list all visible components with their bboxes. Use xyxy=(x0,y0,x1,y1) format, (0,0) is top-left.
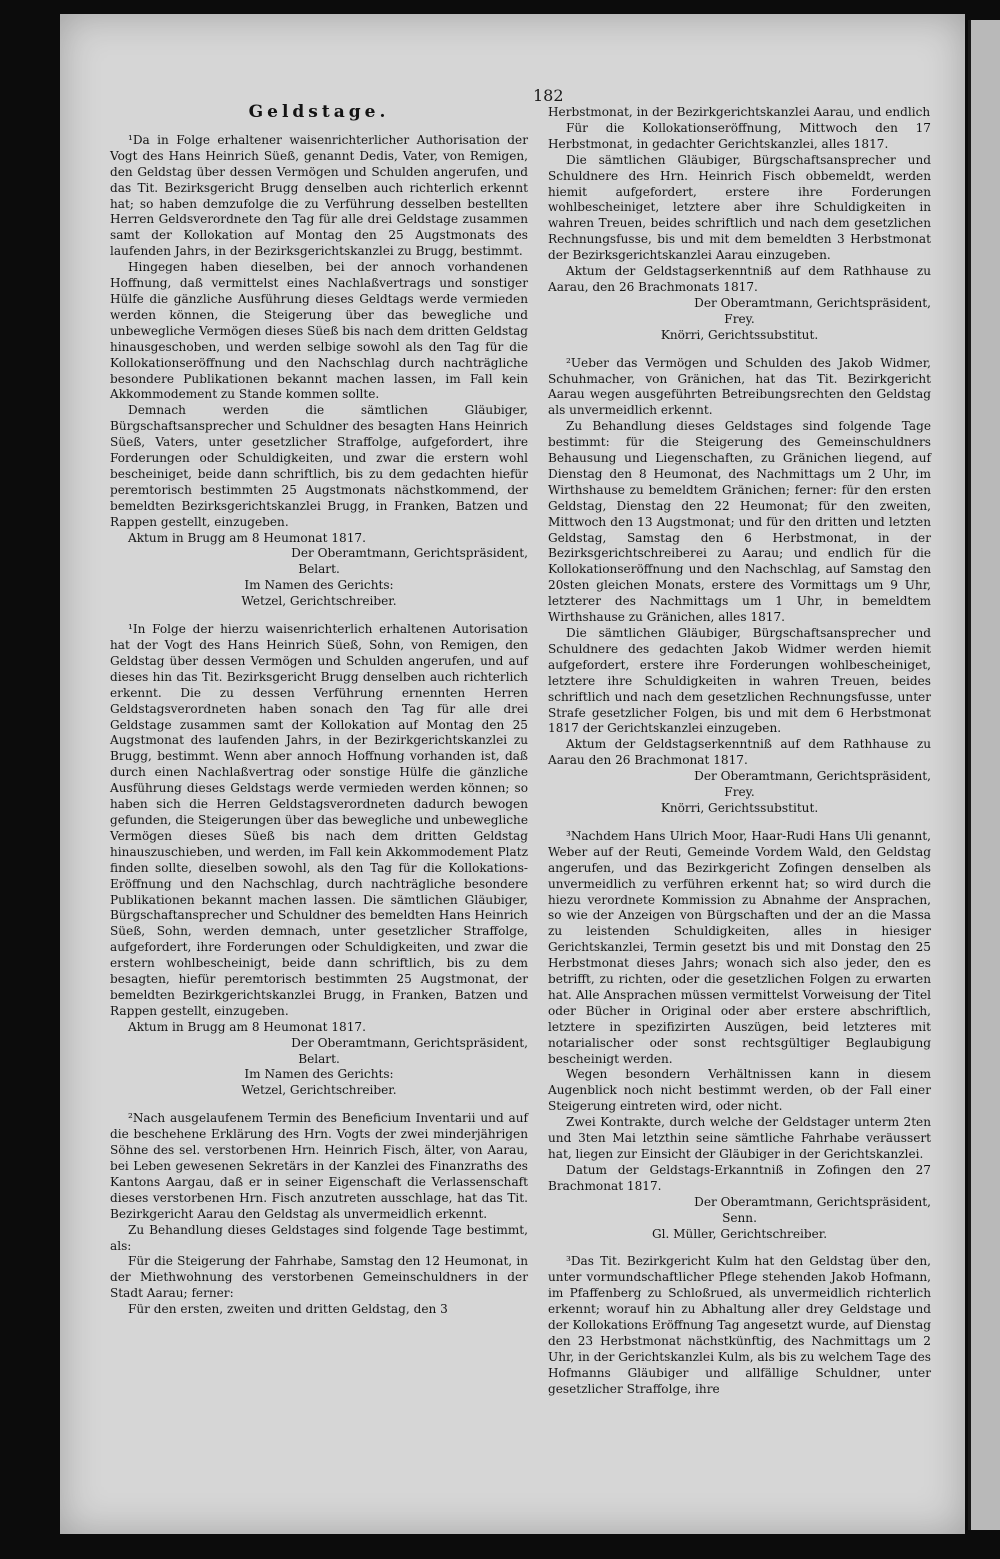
paragraph: ²Ueber das Vermögen und Schulden des Jakob Widmer, Schuhmacher, von Gränichen, hat das Tit. Bezirkgericht Aarau wegen ausgeführten Betreibungsrechten den Geldstag als unvermeidlich erkennt. xyxy=(548,355,931,418)
signature-title: Der Oberamtmann, Gerichtspräsident, xyxy=(694,1194,931,1209)
paragraph: Hingegen haben dieselben, bei der annoch vorhandenen Hoffnung, daß vermittelst eines Nachlaßvertrags und sonstiger Hülfe die gänzliche Ausführung dieses Geldtags werde vermieden werden können, die Steigerung über das bewegliche und unbewegliche Vermögen dieses Süeß bis nach dem dritten Geldstag hinausgeschoben, und werden selbige sowohl als den Tag für die Kollokationseröffnung und den Nachschlag durch nachträgliche besondere Publikationen bekannt machen lassen, im Fall kein Akkommodement zu Stande kommen sollte. xyxy=(110,260,528,402)
signature-name: Knörri, Gerichtssubstitut. xyxy=(660,800,819,815)
paragraph: Aktum der Geldstagserkenntniß auf dem Rathhause zu Aarau, den 26 Brachmonats 1817. xyxy=(548,264,931,294)
paragraph: Zu Behandlung dieses Geldstages sind folgende Tage bestimmt: für die Steigerung des Gemeinschuldners Behausung und Liegenschaften, zu Gränichen liegend, auf Dienstag den 8 Heumonat, des Nachmittags um 2 Uhr, im Wirthshause zu bemeldtem Gränichen; ferner: für den ersten Geldstag, Dienstag den 22 Heumonat; für den zweiten, Mittwoch den 13 Augstmonat; und für den dritten und letzten Geldstag, Samstag den 6 Herbstmonat, in der Bezirksgerichtschreiberei zu Aarau; und endlich für die Kollokationseröffnung und den Nachschlag, auf Samstag den 20sten gleichen Monats, erstere des Vormittags um 9 Uhr, letzterer des Nachmittags um 1 Uhr, in bemeldtem Wirthshause zu Gränichen, alles 1817. xyxy=(548,419,931,625)
paragraph: ²Nach ausgelaufenem Termin des Beneficium Inventarii und auf die beschehene Erklärung des Hrn. Vogts der zwei minderjährigen Söhne des sel. verstorbenen Hrn. Heinrich Fisch, älter, von Aarau, bei Leben gewesenen Sekretärs in der Kanzlei des Finanzraths des Kantons Aargau, daß er in seiner Eigenschaft die Verlassenschaft dieses verstorbenen Hrn. Fisch anzutreten ausschlage, hat das Tit. Bezirkgericht Aarau den Geldstag als unvermeidlich erkennt. xyxy=(110,1111,528,1221)
signature-title: Der Oberamtmann, Gerichtspräsident, xyxy=(694,295,931,310)
paragraph: Für den ersten, zweiten und dritten Geldstag, den 3 xyxy=(128,1302,448,1317)
left-column xyxy=(110,102,529,1318)
paragraph: Datum der Geldstags-Erkanntniß in Zofingen den 27 Brachmonat 1817. xyxy=(548,1162,931,1193)
paragraph: Aktum der Geldstagserkenntniß auf dem Rathhause zu Aarau den 26 Brachmonat 1817. xyxy=(548,737,931,768)
signature-name: Wetzel, Gerichtschreiber. xyxy=(241,594,397,609)
signature-title: Der Oberamtmann, Gerichtspräsident, xyxy=(694,769,931,784)
paragraph: Die sämtlichen Gläubiger, Bürgschaftsansprecher und Schuldnere des Hrn. Heinrich Fisch obbemeldt, werden hiemit aufgefordert, erstere ihre Forderungen wohlbescheiniget, letztere aber ihre Schuldigkeiten in wahren Treuen, beides schriftlich und nach dem gesetzlichen Rechnungsfusse, bis und mit dem bemeldten 3 Herbstmonat der Bezirksgerichtskanzlei Aarau einzugeben. xyxy=(548,152,931,263)
page-number: 182 xyxy=(533,86,564,105)
signature-name: Frey. xyxy=(724,311,755,326)
notice-suess-vater xyxy=(110,133,528,610)
paragraph: ³Das Tit. Bezirkgericht Kulm hat den Geldstag über den, unter vormundschaftlicher Pflege stehenden Jakob Hofmann, im Pfaffenberg zu Schloßrued, als unvermeidlich richterlich erkennt; worauf hin zu Abhaltung aller drey Geldstage und der Kollokations Eröffnung Tag angesetzt wurde, auf Dienstag den 23 Herbstmonat nächstkünftig, des Nachmittags um 2 Uhr, in der Gerichtskanzlei Kulm, als bis zu welchem Tage des Hofmanns Gläubiger und allfällige Schuldner, unter gesetzlicher Straffolge, ihre xyxy=(548,1254,931,1396)
paragraph: Zu Behandlung dieses Geldstages sind folgende Tage bestimmt, als: xyxy=(110,1222,528,1253)
section-heading: Geldstage. xyxy=(248,102,390,122)
adjacent-page-edge xyxy=(968,20,1000,1530)
paragraph: Die sämtlichen Gläubiger, Bürgschaftsansprecher und Schuldnere des gedachten Jakob Widmer werden hiemit aufgefordert, erstere ihre Forderungen wohlbescheiniget, letztere ihre Schuldigkeiten in wahren Treuen, beides schriftlich und nach dem gesetzlichen Rechnungsfusse, unter Strafe gesetzlicher Folgen, bis und mit dem 6 Herbstmonat 1817 der Gerichtskanzlei einzugeben. xyxy=(548,626,931,736)
notice-fisch xyxy=(110,1111,528,1318)
notice-widmer xyxy=(548,356,931,817)
signature-name: Senn. xyxy=(722,1210,757,1225)
paragraph: Wegen besondern Verhältnissen kann in diesem Augenblick noch nicht bestimmt werden, ob der Fall einer Steigerung eintreten wird, oder nicht. xyxy=(548,1067,931,1114)
notice-moor xyxy=(548,829,931,1243)
paragraph: Für die Steigerung der Fahrhabe, Samstag den 12 Heumonat, in der Miethwohnung des verstorbenen Gemeinschuldners in der Stadt Aarau; ferner: xyxy=(110,1254,528,1301)
signature-title: Im Namen des Gerichts: xyxy=(244,1067,394,1082)
date-line: Aktum in Brugg am 8 Heumonat 1817. xyxy=(128,1019,366,1034)
signature-name: Wetzel, Gerichtschreiber. xyxy=(241,1083,397,1098)
paragraph: ¹In Folge der hierzu waisenrichterlich erhaltenen Autorisation hat der Vogt des Hans Heinrich Süeß, Sohn, von Remigen, den Geldstag über dessen Vermögen und Schulden angerufen, und auf dieses hin das Tit. Bezirksgericht Brugg denselben auch richterlich erkennt. Die zu dessen Verführung ernennten Herren Geldstagsverordneten haben sonach den Tag für alle drei Geldstage zusammen samt der Kollokation auf Montag den 25 Augstmonat des laufenden Jahrs, in der Bezirkgerichtskanzlei zu Brugg, bestimmt. Wenn aber annoch Hoffnung vorhanden ist, daß durch einen Nachlaßvertrag oder sonstige Hülfe die gänzliche Ausführung dieses Geldstags werde vermieden werden können; so haben sich die Herren Geldstagsverordneten dadurch bewogen gefunden, die Steigerungen über das bewegliche und unbewegliche Vermögen dieses Süeß bis nach dem dritten Geldstag hinauszuschieben, und werden, im Fall kein Akkommodement Platz finden sollte, dieselben sowohl, als den Tag für die Kollokations-Eröffnung und den Nachschlag, durch nachträgliche besondere Publikationen bekannt machen lassen. Die sämtlichen Gläubiger, Bürgschaftansprecher und Schuldner des bemeldten Hans Heinrich Süeß, Sohn, werden demnach, unter gesetzlicher Straffolge, aufgefordert, ihre Forderungen oder Schuldigkeiten, und zwar die erstern wohlbescheinigt, beide dann schriftlich, bis zu dem besagten, hiefür peremtorisch bestimmten 25 Augstmonat, der bemeldten Bezirkgerichtskanzlei Brugg, in Franken, Batzen und Rappen gestellt, einzugeben. xyxy=(110,622,529,1018)
date-line: Aktum in Brugg am 8 Heumonat 1817. xyxy=(128,530,366,545)
paragraph: Für die Kollokationseröffnung, Mittwoch den 17 Herbstmonat, in gedachter Gerichtskanzlei, alles 1817. xyxy=(548,120,931,151)
notice-fisch-continued xyxy=(548,105,931,344)
signature-name: Frey. xyxy=(724,785,755,800)
notice-suess-sohn xyxy=(110,622,528,1099)
signature-name: Belart. xyxy=(298,562,340,577)
signature-title: Der Oberamtmann, Gerichtspräsident, xyxy=(291,546,528,561)
paragraph: Herbstmonat, in der Bezirkgerichtskanzlei Aarau, und endlich xyxy=(548,105,931,119)
paragraph: ³Nachdem Hans Ulrich Moor, Haar-Rudi Hans Uli genannt, Weber auf der Reuti, Gemeinde Vordem Wald, den Geldstag angerufen, und das Bezirkgericht Zofingen denselben als unvermeidlich zu verführen erkennt hat; so wird durch die hiezu verordnete Kommission zu Abnahme der Ansprachen, so wie der Anzeigen von Bürgschaften und der an die Massa zu leistenden Schuldigkeiten, alles in hiesiger Gerichtskanzlei, Termin gesetzt bis und mit Donstag den 25 Herbstmonat dieses Jahrs; wonach sich also jeder, den es betrifft, zu richten, oder die gesetzlichen Folgen zu erwarten hat. Alle Ansprachen müssen vermittelst Vorweisung der Titel oder Bücher in Original oder aber erstere abschriftlich, letztere in spezifizirten Auszügen, beid letzteres mit notarialischer oder sonst rechtsgültiger Beglaubigung bescheinigt werden. xyxy=(548,828,931,1066)
paragraph: Zwei Kontrakte, durch welche der Geldstager unterm 2ten und 3ten Mai letzthin seine sämtliche Fahrhabe veräussert hat, liegen zur Einsicht der Gläubiger in der Gerichtskanzlei. xyxy=(548,1115,931,1161)
signature-name: Gl. Müller, Gerichtschreiber. xyxy=(651,1226,828,1241)
signature-title: Der Oberamtmann, Gerichtspräsident, xyxy=(291,1035,528,1050)
paragraph: Demnach werden die sämtlichen Gläubiger, Bürgschaftsansprecher und Schuldner des besagten Hans Heinrich Süeß, Vaters, unter gesetzlicher Straffolge, aufgefordert, ihre Forderungen oder Schuldigkeiten, und zwar die erstern wohl bescheiniget, beide dann schriftlich, bis zu dem gedachten hiefür peremtorisch bestimmten 25 Augstmonats nächstkommend, der bemeldten Bezirksgerichtskanzlei Brugg, in Franken, Batzen und Rappen gestellt, einzugeben. xyxy=(110,403,528,529)
signature-name: Belart. xyxy=(298,1051,340,1066)
right-column xyxy=(548,105,931,1398)
signature-title: Im Namen des Gerichts: xyxy=(244,578,394,593)
paragraph: ¹Da in Folge erhaltener waisenrichterlicher Authorisation der Vogt des Hans Heinrich Süeß, genannt Dedis, Vater, von Remigen, den Geldstag über dessen Vermögen und Schulden angerufen, und das Tit. Bezirksgericht Brugg denselben auch richterlich erkennt hat; so haben demzufolge die zu Verführung desselben bestellten Herren Geldsverordnete den Tag für alle drei Geldstage zusammen samt der Kollokation auf Montag den 25 Augstmonats des laufenden Jahrs, in der Bezirksgerichtskanzlei zu Brugg, bestimmt. xyxy=(110,132,528,259)
signature-name: Knörri, Gerichtssubstitut. xyxy=(660,327,819,342)
notice-hofmann xyxy=(548,1254,931,1397)
